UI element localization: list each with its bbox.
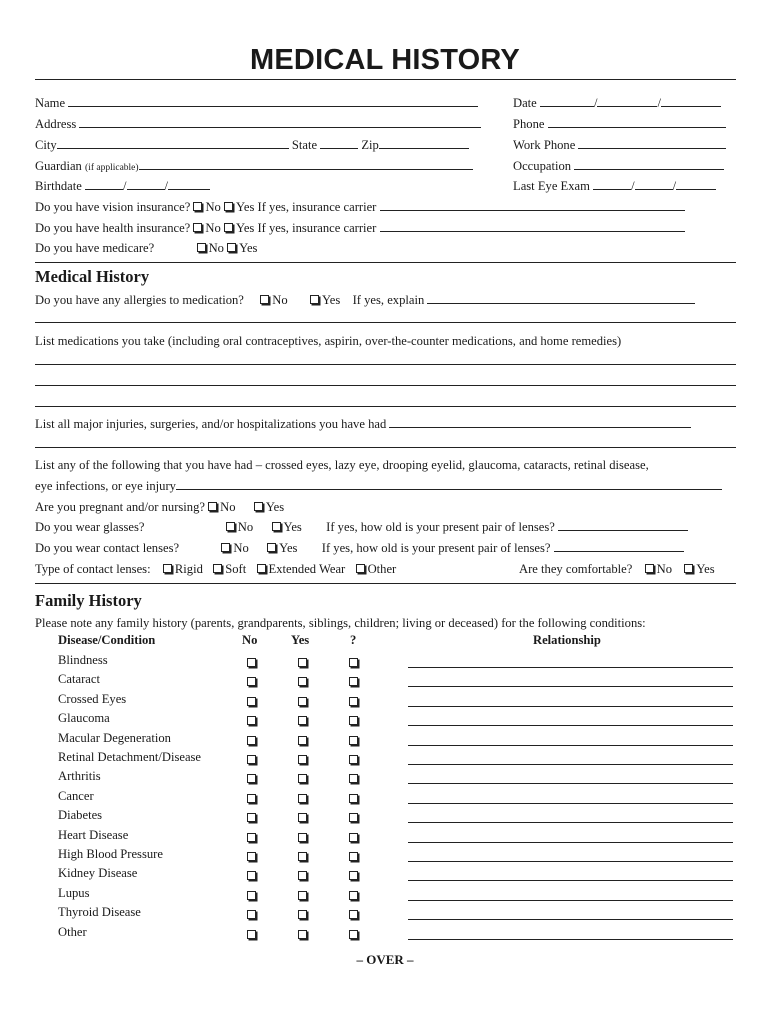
name-label: Name [35, 96, 66, 110]
relationship-field[interactable] [408, 706, 733, 707]
exam-day-field[interactable] [635, 177, 673, 190]
zip-label: Zip [361, 138, 379, 152]
contacts-age-field[interactable] [554, 539, 684, 552]
pregnant-yes-checkbox[interactable] [254, 502, 263, 511]
soft-label: Soft [225, 562, 247, 576]
glasses-question: Do you wear glasses? [35, 520, 145, 534]
family-no-checkbox[interactable] [247, 716, 256, 725]
family-unknown-checkbox[interactable] [349, 716, 358, 725]
family-condition-label: Glaucoma [58, 711, 110, 726]
family-no-checkbox[interactable] [247, 774, 256, 783]
date-year-field[interactable] [661, 94, 721, 107]
phone-label: Phone [513, 117, 545, 131]
allergies-no-checkbox[interactable] [260, 295, 269, 304]
comfortable-question: Are they comfortable? [519, 562, 633, 576]
contacts-age-label: If yes, how old is your present pair of lenses? [321, 541, 551, 555]
family-condition-label: Cataract [58, 672, 100, 687]
vision-no-label: No [205, 200, 221, 214]
section-divider-2 [35, 583, 736, 584]
work-phone-row [513, 135, 737, 155]
section-divider-1 [35, 262, 736, 263]
contacts-yes-label: Yes [279, 541, 298, 555]
family-yes-checkbox[interactable] [298, 871, 307, 880]
city-field[interactable] [57, 136, 289, 149]
family-no-checkbox[interactable] [247, 697, 256, 706]
allergies-line[interactable] [35, 322, 736, 323]
medications-line-3[interactable] [35, 406, 736, 407]
family-intro-row [35, 613, 737, 633]
glasses-row [35, 517, 737, 537]
injuries-label: List all major injuries, surgeries, and/or hospitalizations you have had [35, 417, 387, 431]
pregnant-yes-label: Yes [265, 500, 285, 514]
pregnant-no-checkbox[interactable] [208, 502, 217, 511]
family-condition-label: Cancer [58, 788, 94, 803]
other-lens-checkbox[interactable] [356, 564, 365, 573]
allergies-yes-label: Yes [321, 293, 341, 307]
comfortable-yes-label: Yes [696, 562, 715, 576]
last-eye-exam-row: Last Eye Exam / / [513, 176, 737, 196]
family-condition-label: High Blood Pressure [58, 847, 163, 861]
family-yes-checkbox[interactable] [298, 755, 307, 764]
state-field[interactable] [320, 136, 358, 149]
medications-row [35, 331, 737, 351]
relationship-field[interactable] [408, 686, 733, 687]
col-yes-header: Yes [291, 633, 310, 647]
family-yes-checkbox[interactable] [298, 794, 307, 803]
guardian-note: (if applicable) [85, 163, 139, 173]
allergies-question: Do you have any allergies to medication? [35, 293, 244, 307]
state-label: State [291, 138, 318, 152]
col-no-header: No [242, 633, 258, 647]
phone-row [513, 114, 737, 134]
family-unknown-checkbox[interactable] [349, 736, 358, 745]
glasses-age-label: If yes, how old is your present pair of lenses? [326, 520, 555, 534]
date-row: Date / / [513, 93, 737, 113]
birth-year-field[interactable] [168, 177, 210, 190]
family-yes-checkbox[interactable] [298, 716, 307, 725]
pregnant-question: Are you pregnant and/or nursing? [35, 500, 205, 514]
col-unknown-header: ? [350, 633, 357, 647]
relationship-field[interactable] [408, 822, 733, 823]
zip-field[interactable] [379, 136, 469, 149]
allergies-explain-field[interactable] [427, 291, 695, 304]
vision-carrier-label: If yes, insurance carrier [257, 200, 377, 214]
title-divider [35, 79, 736, 80]
family-unknown-checkbox[interactable] [349, 697, 358, 706]
address-label: Address [35, 117, 77, 131]
family-unknown-checkbox[interactable] [349, 677, 358, 686]
family-yes-checkbox[interactable] [298, 658, 307, 667]
medicare-no-checkbox[interactable] [197, 243, 206, 252]
medicare-yes-label: Yes [239, 241, 258, 255]
family-unknown-checkbox[interactable] [349, 891, 358, 900]
last-eye-exam-label: Last Eye Exam [513, 179, 590, 193]
health-carrier-field[interactable] [380, 219, 685, 232]
contacts-yes-checkbox[interactable] [267, 543, 276, 552]
health-no-label: No [205, 221, 221, 235]
relationship-field[interactable] [408, 667, 733, 668]
family-yes-checkbox[interactable] [298, 930, 307, 939]
occupation-label: Occupation [513, 159, 572, 173]
family-condition-label: Other [58, 924, 87, 939]
family-unknown-checkbox[interactable] [349, 930, 358, 939]
family-no-checkbox[interactable] [247, 852, 256, 861]
relationship-field[interactable] [408, 880, 733, 881]
over-footer: – OVER – [356, 952, 414, 967]
vision-yes-label: Yes [236, 200, 255, 214]
family-no-checkbox[interactable] [247, 755, 256, 764]
work-phone-field[interactable] [578, 136, 726, 149]
family-unknown-checkbox[interactable] [349, 794, 358, 803]
medicare-yes-checkbox[interactable] [227, 243, 236, 252]
birthdate-label: Birthdate [35, 179, 82, 193]
family-condition-label: Retinal Detachment/Disease [58, 750, 202, 764]
family-yes-checkbox[interactable] [298, 833, 307, 842]
family-intro: Please note any family history (parents, grandparents, siblings, children; living or deceased) for the following conditions: [35, 616, 646, 630]
pregnant-no-label: No [220, 500, 236, 514]
occupation-field[interactable] [574, 157, 724, 170]
family-unknown-checkbox[interactable] [349, 755, 358, 764]
guardian-label: Guardian [35, 159, 82, 173]
birth-month-field[interactable] [85, 177, 123, 190]
contacts-row [35, 538, 737, 558]
family-no-checkbox[interactable] [247, 813, 256, 822]
comfortable-row [519, 559, 737, 579]
vision-no-checkbox[interactable] [193, 202, 202, 211]
relationship-field[interactable] [408, 745, 733, 746]
occupation-row [513, 156, 737, 176]
conditions-field[interactable] [176, 477, 722, 490]
relationship-field[interactable] [408, 861, 733, 862]
col-disease-header: Disease/Condition [58, 633, 156, 647]
glasses-no-label: No [237, 520, 254, 534]
birthdate-row: Birthdate / / [35, 176, 737, 196]
comfortable-no-label: No [656, 562, 673, 576]
family-yes-checkbox[interactable] [298, 736, 307, 745]
medicare-no-label: No [208, 241, 224, 255]
vision-carrier-field[interactable] [380, 198, 685, 211]
relationship-field[interactable] [408, 919, 733, 920]
conditions-label-1: List any of the following that you have had – crossed eyes, lazy eye, drooping eyelid, glaucoma, cataracts, retinal disease, [35, 458, 649, 472]
col-relationship-header: Relationship [533, 633, 601, 647]
conditions-row-1 [35, 455, 737, 475]
extended-wear-checkbox[interactable] [257, 564, 266, 573]
family-condition-label: Thyroid Disease [58, 905, 141, 920]
city-label: City [35, 138, 57, 152]
conditions-label-2: eye infections, or eye injury [35, 479, 176, 493]
glasses-yes-checkbox[interactable] [272, 522, 281, 531]
family-no-checkbox[interactable] [247, 930, 256, 939]
address-field[interactable] [79, 115, 481, 128]
rigid-checkbox[interactable] [163, 564, 172, 573]
family-condition-label: Crossed Eyes [58, 691, 127, 706]
page-title: MEDICAL HISTORY [250, 44, 520, 76]
allergies-no-label: No [272, 293, 288, 307]
work-phone-label: Work Phone [513, 138, 576, 152]
date-month-field[interactable] [540, 94, 594, 107]
other-lens-label: Other [367, 562, 397, 576]
family-unknown-checkbox[interactable] [349, 658, 358, 667]
family-yes-checkbox[interactable] [298, 697, 307, 706]
family-no-checkbox[interactable] [247, 833, 256, 842]
family-unknown-checkbox[interactable] [349, 910, 358, 919]
medications-line-1[interactable] [35, 364, 736, 365]
family-condition-label: Arthritis [58, 769, 101, 784]
family-no-checkbox[interactable] [247, 891, 256, 900]
comfortable-no-checkbox[interactable] [645, 564, 654, 573]
lens-type-label: Type of contact lenses: [35, 562, 151, 576]
comfortable-yes-checkbox[interactable] [684, 564, 693, 573]
family-condition-label: Macular Degeneration [58, 730, 171, 745]
family-condition-label: Lupus [58, 885, 90, 900]
vision-yes-checkbox[interactable] [224, 202, 233, 211]
injuries-row [35, 414, 737, 434]
exam-year-field[interactable] [676, 177, 716, 190]
allergies-explain-label: If yes, explain [352, 293, 425, 307]
relationship-field[interactable] [408, 803, 733, 804]
relationship-field[interactable] [408, 783, 733, 784]
conditions-row-2 [35, 476, 737, 496]
family-yes-checkbox[interactable] [298, 677, 307, 686]
relationship-field[interactable] [408, 842, 733, 843]
health-yes-label: Yes [235, 221, 255, 235]
family-no-checkbox[interactable] [247, 736, 256, 745]
family-yes-checkbox[interactable] [298, 852, 307, 861]
contacts-no-label: No [233, 541, 249, 555]
medications-line-2[interactable] [35, 385, 736, 386]
vision-insurance-row [35, 197, 737, 217]
family-condition-label: Kidney Disease [58, 866, 138, 881]
glasses-yes-label: Yes [283, 520, 302, 534]
glasses-age-field[interactable] [558, 518, 688, 531]
soft-checkbox[interactable] [213, 564, 222, 573]
family-unknown-checkbox[interactable] [349, 871, 358, 880]
exam-month-field[interactable] [593, 177, 631, 190]
family-unknown-checkbox[interactable] [349, 813, 358, 822]
family-yes-checkbox[interactable] [298, 774, 307, 783]
medicare-question: Do you have medicare? [35, 241, 155, 255]
family-no-checkbox[interactable] [247, 794, 256, 803]
medications-label: List medications you take (including oral contraceptives, aspirin, over-the-counter medications, and home remedies) [35, 334, 622, 348]
family-unknown-checkbox[interactable] [349, 833, 358, 842]
family-condition-label: Heart Disease [58, 827, 129, 842]
family-no-checkbox[interactable] [247, 677, 256, 686]
health-carrier-label: If yes, insurance carrier [257, 221, 377, 235]
family-yes-checkbox[interactable] [298, 891, 307, 900]
health-no-checkbox[interactable] [193, 223, 202, 232]
vision-insurance-question: Do you have vision insurance? [35, 200, 191, 214]
health-insurance-question: Do you have health insurance? [35, 221, 191, 235]
family-no-checkbox[interactable] [247, 910, 256, 919]
health-yes-checkbox[interactable] [224, 223, 233, 232]
pregnant-row [35, 497, 737, 517]
rigid-label: Rigid [174, 562, 203, 576]
family-unknown-checkbox[interactable] [349, 852, 358, 861]
name-field[interactable] [68, 94, 478, 107]
family-unknown-checkbox[interactable] [349, 774, 358, 783]
contacts-question: Do you wear contact lenses? [35, 541, 180, 555]
family-history-heading: Family History [35, 591, 142, 610]
allergies-row [35, 290, 737, 310]
family-yes-checkbox[interactable] [298, 813, 307, 822]
injuries-field[interactable] [389, 415, 691, 428]
extended-wear-label: Extended Wear [268, 562, 346, 576]
birth-day-field[interactable] [127, 177, 165, 190]
family-no-checkbox[interactable] [247, 658, 256, 667]
family-yes-checkbox[interactable] [298, 910, 307, 919]
family-condition-label: Diabetes [58, 808, 103, 823]
phone-field[interactable] [548, 115, 726, 128]
relationship-field[interactable] [408, 900, 733, 901]
health-insurance-row [35, 218, 737, 238]
family-condition-label: Blindness [58, 653, 108, 667]
date-label: Date [513, 96, 537, 110]
relationship-field[interactable] [408, 764, 733, 765]
relationship-field[interactable] [408, 939, 733, 940]
family-no-checkbox[interactable] [247, 871, 256, 880]
medicare-row [35, 238, 737, 258]
medical-history-heading: Medical History [35, 267, 150, 286]
injuries-line[interactable] [35, 447, 736, 448]
date-day-field[interactable] [597, 94, 657, 107]
allergies-yes-checkbox[interactable] [310, 295, 319, 304]
guardian-field[interactable] [139, 157, 473, 170]
glasses-no-checkbox[interactable] [226, 522, 235, 531]
relationship-field[interactable] [408, 725, 733, 726]
contacts-no-checkbox[interactable] [221, 543, 230, 552]
